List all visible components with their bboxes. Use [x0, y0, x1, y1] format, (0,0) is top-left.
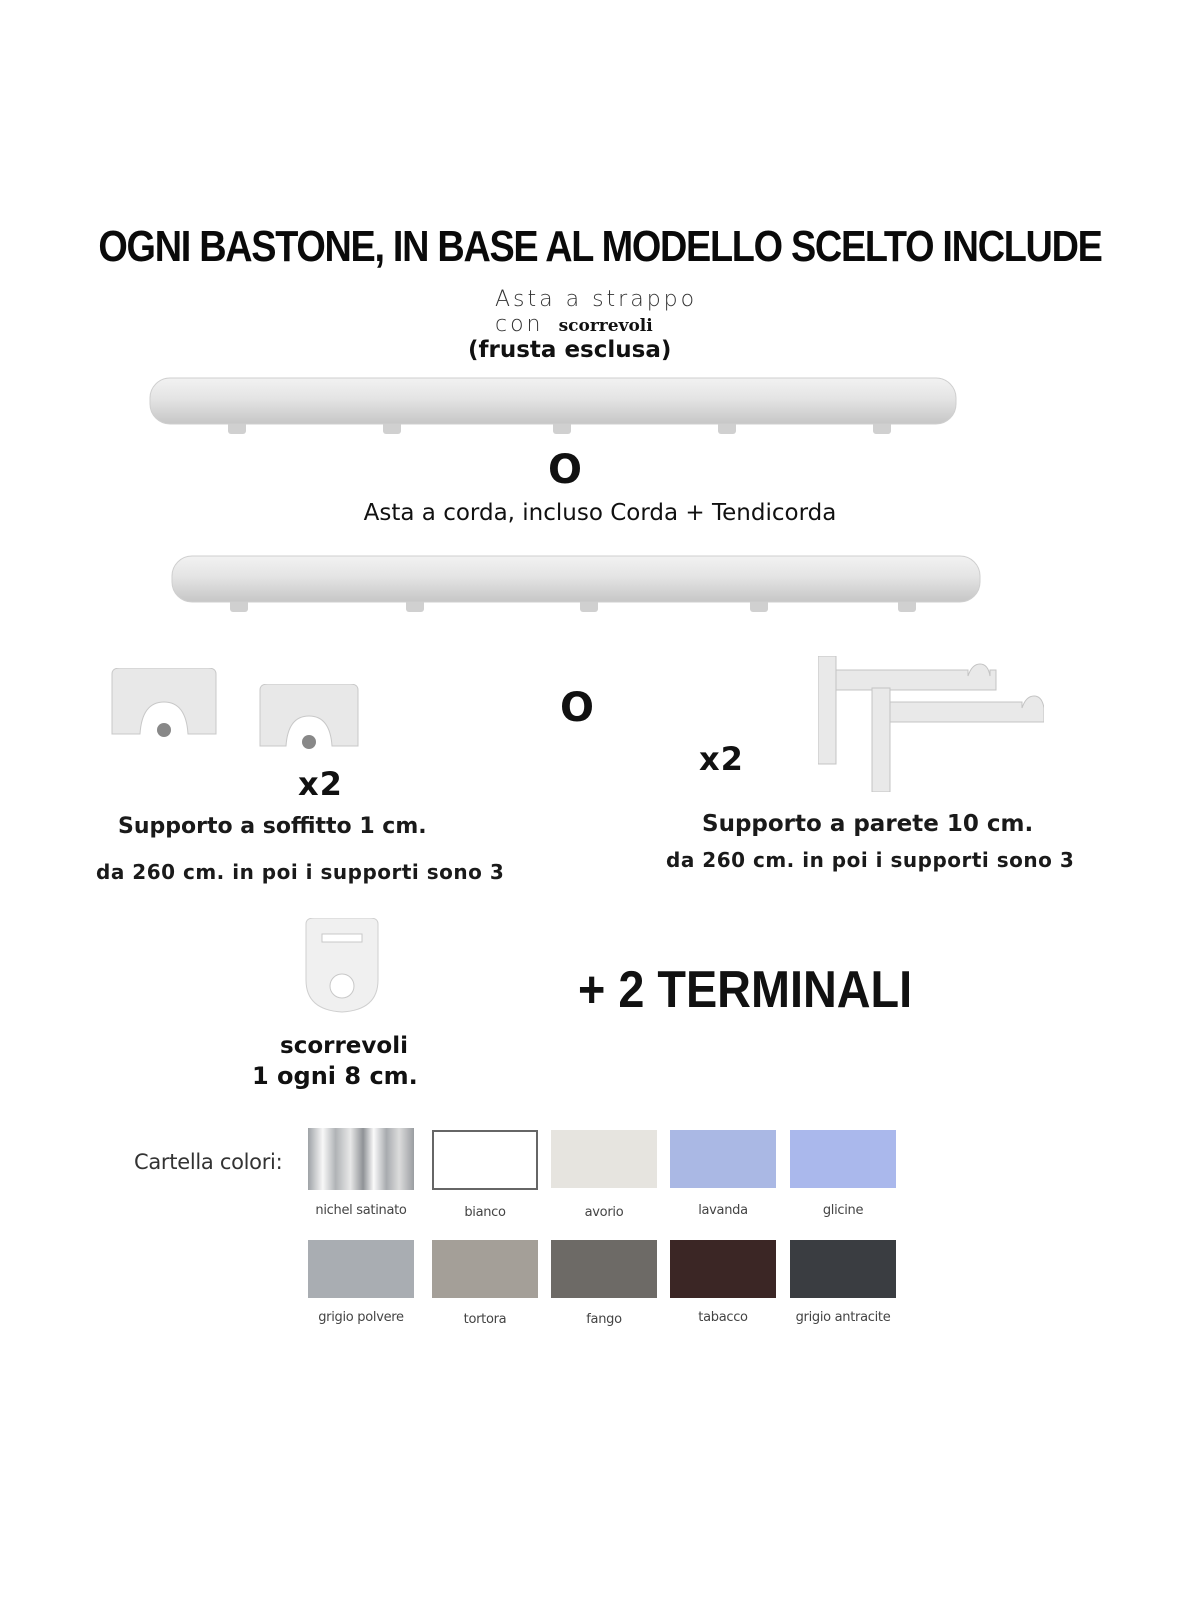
swatch-glicine — [790, 1130, 896, 1188]
swatch-label-bianco: bianco — [464, 1205, 506, 1220]
ceiling-bracket-note: da 260 cm. in poi i supporti sono 3 — [96, 860, 505, 884]
palette-title: Cartella colori: — [134, 1150, 283, 1174]
swatch-label-grigio-polvere: grigio polvere — [318, 1310, 404, 1325]
rod1-label-line3: (frusta esclusa) — [468, 337, 672, 363]
swatch-nichel-satinato — [308, 1128, 414, 1190]
or-separator-1: O — [548, 447, 583, 493]
wall-qty: x2 — [699, 740, 744, 778]
swatch-label-tabacco: tabacco — [698, 1310, 748, 1325]
rod1-label-scorrevoli: scorrevoli — [558, 316, 653, 336]
swatch-label-glicine: glicine — [822, 1203, 864, 1218]
rod-cord-image — [170, 554, 986, 620]
wall-bracket-note: da 260 cm. in poi i supporti sono 3 — [666, 848, 1075, 872]
swatch-label-grigio-antracite: grigio antracite — [795, 1310, 891, 1325]
swatch-label-tortora: tortora — [463, 1312, 507, 1327]
ceiling-bracket-image-2 — [256, 684, 362, 752]
rod1-label-line2 — [495, 312, 653, 337]
slider-glider-image — [300, 918, 386, 1016]
swatch-label-avorio: avorio — [584, 1205, 624, 1220]
wall-bracket-label: Supporto a parete 10 cm. — [702, 811, 1034, 837]
swatch-label-lavanda: lavanda — [698, 1203, 748, 1218]
rod1-label-con: con — [495, 312, 544, 337]
swatch-label-fango: fango — [586, 1312, 622, 1327]
swatch-fango — [551, 1240, 657, 1298]
swatch-tortora — [432, 1240, 538, 1298]
sliders-label: scorrevoli — [280, 1033, 408, 1059]
or-separator-2: O — [560, 685, 595, 731]
rod-pull-image — [148, 376, 962, 442]
wall-bracket-image — [818, 656, 1044, 792]
swatch-avorio — [551, 1130, 657, 1188]
ceiling-bracket-label: Supporto a soffitto 1 cm. — [118, 814, 427, 839]
page-title: OGNI BASTONE, IN BASE AL MODELLO SCELTO INCLUDE — [98, 222, 1102, 271]
ceiling-qty: x2 — [298, 765, 343, 803]
terminals-label: + 2 TERMINALI — [578, 961, 913, 1019]
rod2-label: Asta a corda, incluso Corda + Tendicorda — [363, 500, 837, 526]
swatch-bianco — [432, 1130, 538, 1190]
rod1-label-line1: Asta a strappo — [495, 287, 698, 312]
sliders-spacing: 1 ogni 8 cm. — [252, 1062, 418, 1090]
ceiling-bracket-image — [108, 668, 220, 740]
swatch-grigio-polvere — [308, 1240, 414, 1298]
swatch-grigio-antracite — [790, 1240, 896, 1298]
swatch-tabacco — [670, 1240, 776, 1298]
swatch-label-nichel-satinato: nichel satinato — [315, 1203, 407, 1218]
swatch-lavanda — [670, 1130, 776, 1188]
